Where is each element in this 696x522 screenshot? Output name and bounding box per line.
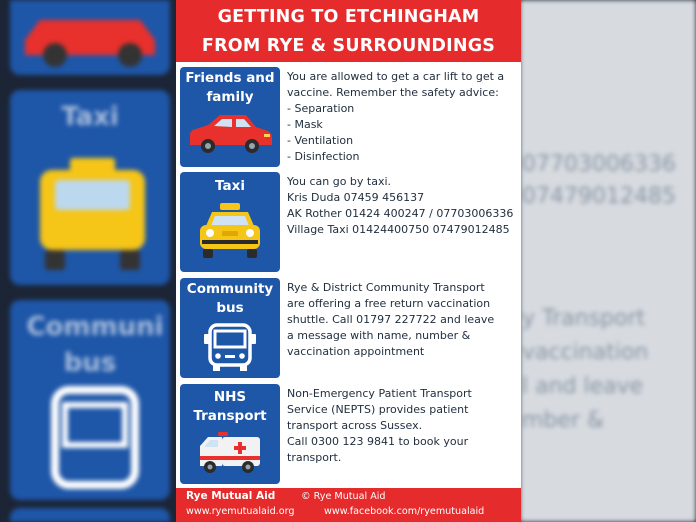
description-line: Rye & District Community Transport [287,281,485,294]
bg-right-line: 07479012485 [522,184,676,209]
description-line: AK Rother 01424 400247 / 07703006336 [287,207,514,220]
description-line: - Mask [287,118,323,131]
community-bus-tile [180,278,280,378]
nhs-transport-description [287,386,519,466]
friends-family-label-2: family [206,89,254,105]
section-community-bus [180,278,518,378]
description-line: shuttle. Call 01797 227722 and leave [287,313,495,326]
taxi-tile [180,172,280,272]
bg-bus-label-1: Communi [26,312,164,342]
description-line: vaccination appointment [287,345,425,358]
description-line: transport across Sussex. [287,419,423,432]
bg-right-panel [520,0,696,522]
car-icon [180,111,280,157]
footer-copyright: © Rye Mutual Aid [301,491,386,502]
description-line: You are allowed to get a car lift to get a [287,70,505,83]
footer-org-name: Rye Mutual Aid [186,490,276,502]
bg-right-line: l and leave [522,374,644,399]
description-line: Non-Emergency Patient Transport [287,387,472,400]
bg-taxi-label: Taxi [61,102,119,132]
bg-taxi-tile [10,90,170,285]
friends-family-tile [180,67,280,167]
bg-right-line: 07703006336 [522,152,676,177]
bg-nhs-tile [10,508,170,522]
bus-icon [180,322,280,374]
bg-right-line: vaccination [522,340,649,365]
ambulance-icon [180,430,280,476]
friends-family-description [287,69,519,165]
bg-car-tile [10,0,170,75]
description-line: Village Taxi 01424400750 07479012485 [287,223,510,236]
taxi-icon [180,200,280,264]
bg-bus-tile [10,300,170,500]
description-line: - Disinfection [287,150,360,163]
bg-right-line: mber & [522,408,605,433]
section-nhs-transport [180,384,518,484]
description-line: are offering a free return vaccination [287,297,491,310]
description-line: Service (NEPTS) provides patient [287,403,469,416]
description-line: You can go by taxi. [287,175,392,188]
title-line-1: GETTING TO ETCHINGHAM [217,7,480,27]
poster-title [176,0,521,62]
description-line: - Ventilation [287,134,354,147]
bg-taxi-icon [10,90,170,285]
description-line: vaccine. Remember the safety advice: [287,86,499,99]
nhs-transport-label-2: Transport [193,408,267,424]
description-line: Call 0300 123 9841 to book your [287,435,469,448]
nhs-transport-label-1: NHS [213,389,247,405]
section-friends-family [180,67,518,167]
taxi-description [287,174,519,238]
description-line: transport. [287,451,342,464]
section-taxi [180,172,518,272]
nhs-transport-tile [180,384,280,484]
bg-car-icon [10,0,170,75]
description-line: a message with name, number & [287,329,471,342]
footer-facebook-link[interactable]: www.facebook.com/ryemutualaid [324,506,485,517]
description-line: Kris Duda 07459 456137 [287,191,425,204]
taxi-label: Taxi [215,178,245,194]
friends-family-label-1: Friends and [185,70,275,86]
bg-bus-icon [10,300,170,500]
footer-website-link[interactable]: www.ryemutualaid.org [186,506,295,517]
community-bus-label-2: bus [216,300,244,316]
poster-footer [176,488,521,522]
title-line-2: FROM RYE & SURROUNDINGS [201,36,496,56]
poster [176,0,521,522]
bg-bus-label-2: bus [63,348,117,378]
description-line: - Separation [287,102,355,115]
community-bus-label-1: Community [186,281,274,297]
bg-right-line: y Transport [522,306,646,331]
community-bus-description [287,280,519,360]
